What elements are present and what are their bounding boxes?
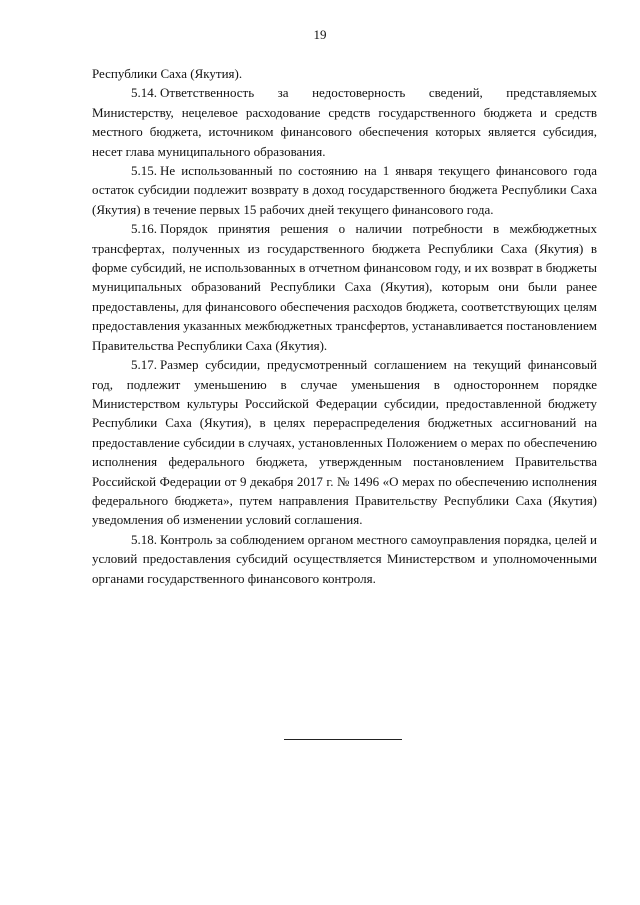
paragraph-number: 5.15.	[131, 163, 157, 179]
paragraph-continuation	[92, 64, 597, 83]
page-number: 19	[313, 27, 327, 42]
paragraph-5-18	[92, 530, 597, 588]
paragraph-5-17	[92, 355, 597, 530]
paragraph-5-14	[92, 83, 597, 161]
paragraph-number: 5.14.	[131, 85, 157, 101]
document-body	[92, 64, 597, 588]
paragraph-text: Ответственность за недостоверность сведений, представляемых Министерству, нецелевое расходование средств государственного бюджета и средств местного бюджета, источником финансового обеспечения которых является субсидия, несет глава муниципального образования.	[92, 85, 597, 159]
paragraph-text: Контроль за соблюдением органом местного самоуправления порядка, целей и условий предоставления субсидий осуществляется Министерством и уполномоченными органами государственного финансового контроля.	[92, 531, 597, 586]
end-divider-line	[284, 739, 402, 740]
paragraph-text: Размер субсидии, предусмотренный соглашением на текущий финансовый год, подлежит уменьшению в случае уменьшения в одностороннем порядке Министерством культуры Российской Федерации субсидии, предоставленной бюджету Республики Саха (Якутия), в целях перераспределения бюджетных ассигнований на предоставление субсидии в случаях, установленных Положением о мерах по обеспечению исполнения федерального бюджета, утвержденным постановлением Правительства Российской Федерации от 9 декабря 2017 г. № 1496 «О мерах по обеспечению исполнения федерального бюджета», путем направления Правительству Республики Саха (Якутия) уведомления об изменении условий соглашения.	[92, 357, 597, 528]
paragraph-number: 5.16.	[131, 221, 157, 237]
paragraph-5-16	[92, 219, 597, 355]
paragraph-text: Порядок принятия решения о наличии потребности в межбюджетных трансфертах, полученных из государственного бюджета Республики Саха (Якутия) в форме субсидий, не использованных в отчетном финансовом году, и их возврат в бюджеты муниципальных образований Республики Саха (Якутия), которым они были ранее предоставлены, для финансового обеспечения расходов бюджета, соответствующих целям предоставления указанных межбюджетных трансфертов, устанавливается постановлением Правительства Республики Саха (Якутия).	[92, 221, 598, 353]
paragraph-number: 5.17.	[131, 357, 157, 373]
paragraph-text: Республики Саха (Якутия).	[92, 66, 243, 81]
paragraph-5-15	[92, 161, 597, 219]
paragraph-number: 5.18.	[131, 531, 157, 547]
paragraph-text: Не использованный по состоянию на 1 января текущего финансового года остаток субсидии подлежит возврату в доход государственного бюджета Республики Саха (Якутия) в течение первых 15 рабочих дней текущего финансового года.	[92, 163, 597, 217]
